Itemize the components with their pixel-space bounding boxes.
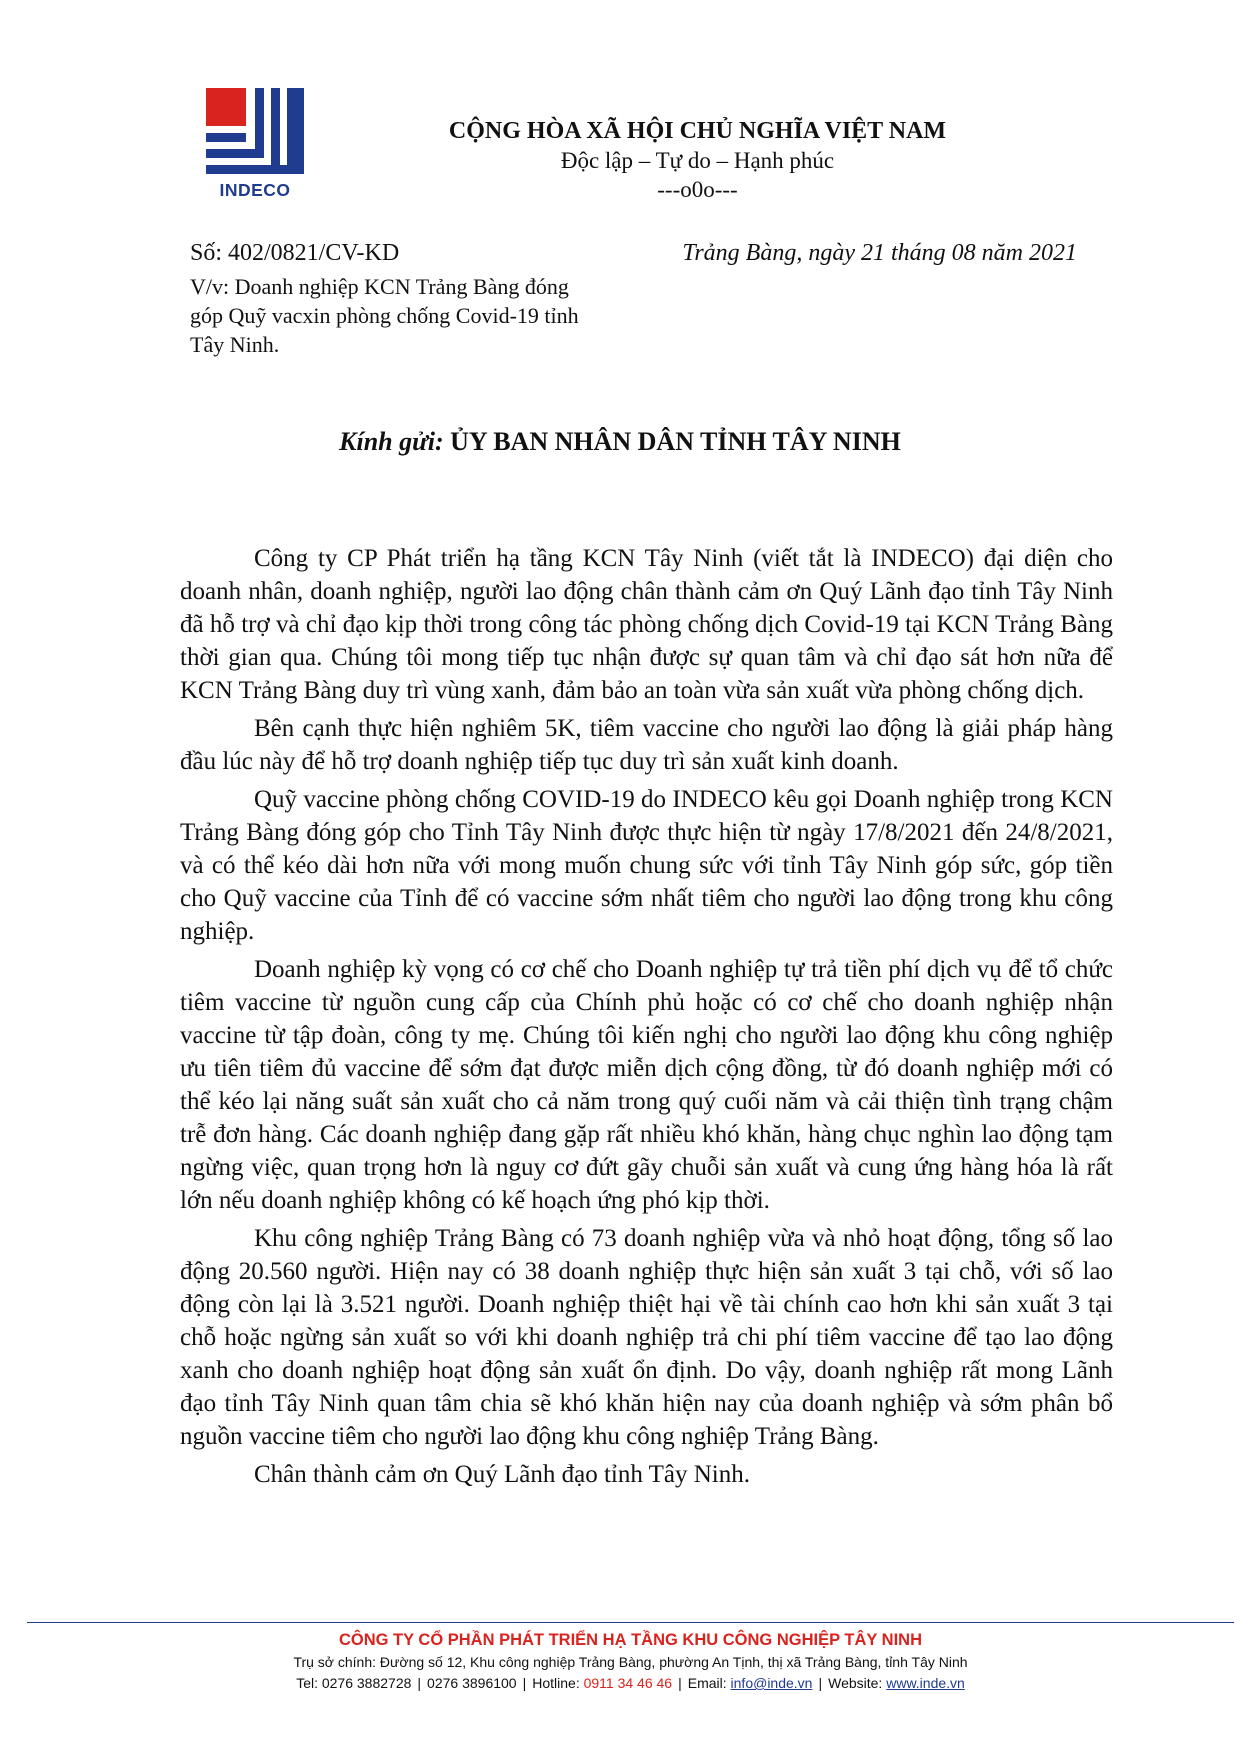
body-paragraph: Công ty CP Phát triển hạ tầng KCN Tây Ninh (viết tắt là INDECO) đại diện cho doanh nhân, doanh nghiệp, người lao động chân thành cảm ơn Quý Lãnh đạo tỉnh Tây Ninh đã hỗ trợ và chỉ đạo kịp thời trong công tác phòng chống dịch Covid-19 tại KCN Trảng Bàng thời gian qua. Chúng tôi mong tiếp tục nhận được sự quan tâm và chỉ đạo sát hơn nữa để KCN Trảng Bàng duy trì vùng xanh, đảm bảo an toàn vừa sản xuất vừa phòng chống dịch. [180, 545, 1113, 704]
page-footer [27, 1628, 1234, 1694]
heading-separator: ---o0o--- [657, 177, 738, 202]
nation-title: CỘNG HÒA XÃ HỘI CHỦ NGHĨA VIỆT NAM [448, 118, 947, 144]
closing-paragraph: Chân thành cảm ơn Quý Lãnh đạo tỉnh Tây Ninh. [254, 1461, 750, 1488]
footer-email-label: Email: [687, 1675, 727, 1691]
company-logo [206, 88, 304, 206]
footer-tel: Tel: 0276 3882728 [296, 1675, 412, 1691]
place-date: Trảng Bàng, ngày 21 tháng 08 năm 2021 [682, 240, 1077, 266]
footer-website-link[interactable]: www.inde.vn [886, 1675, 965, 1691]
footer-email-link[interactable]: info@inde.vn [730, 1675, 813, 1691]
footer-website-label: Website: [828, 1675, 883, 1691]
footer-address: Trụ sở chính: Đường số 12, Khu công nghiệp Trảng Bàng, phường An Tịnh, thị xã Trảng Bàng, tỉnh Tây Ninh [293, 1654, 968, 1670]
recipient-label: Kính gửi: [339, 427, 444, 456]
national-heading [320, 116, 1075, 204]
document-subject [190, 272, 650, 359]
indeco-logo-icon [206, 88, 304, 176]
body-paragraph: Bên cạnh thực hiện nghiêm 5K, tiêm vaccine cho người lao động là giải pháp hàng đầu lúc này để hỗ trợ doanh nghiệp tiếp tục duy trì sản xuất kinh doanh. [180, 715, 1113, 775]
letter-body [180, 542, 1113, 1496]
footer-separator: | [417, 1675, 422, 1691]
logo-text: INDECO [219, 180, 291, 200]
subject-line: V/v: Doanh nghiệp KCN Trảng Bàng đóng [190, 274, 569, 299]
footer-contacts [27, 1673, 1234, 1694]
subject-line: góp Quỹ vacxin phòng chống Covid-19 tỉnh [190, 303, 579, 328]
footer-hotline-label: Hotline: [532, 1675, 580, 1691]
document-number: Số: 402/0821/CV-KD [190, 240, 400, 266]
footer-separator: | [522, 1675, 527, 1691]
subject-line: Tây Ninh. [190, 332, 280, 357]
footer-hotline[interactable]: 0911 34 46 46 [583, 1675, 673, 1691]
footer-separator: | [818, 1675, 823, 1691]
nation-motto: Độc lập – Tự do – Hạnh phúc [560, 148, 835, 173]
footer-divider [27, 1622, 1234, 1623]
footer-tel2: 0276 3896100 [427, 1675, 517, 1691]
body-paragraph: Quỹ vaccine phòng chống COVID-19 do INDECO kêu gọi Doanh nghiệp trong KCN Trảng Bàng đóng góp cho Tỉnh Tây Ninh được thực hiện từ ngày 17/8/2021 đến 24/8/2021, và có thể kéo dài hơn nữa với mong muốn chung sức với tỉnh Tây Ninh góp sức, góp tiền cho Quỹ vaccine của Tỉnh để có vaccine sớm nhất tiêm cho người lao động trong khu công nghiệp. [180, 786, 1113, 945]
recipient-line [180, 425, 1060, 459]
body-paragraph: Doanh nghiệp kỳ vọng có cơ chế cho Doanh nghiệp tự trả tiền phí dịch vụ để tổ chức tiêm vaccine từ nguồn cung cấp của Chính phủ hoặc có cơ chế cho doanh nghiệp nhận vaccine từ tập đoàn, công ty mẹ. Chúng tôi kiến nghị cho người lao động khu công nghiệp ưu tiên tiêm đủ vaccine để sớm đạt được miễn dịch cộng đồng, từ đó doanh nghiệp mới có thể kéo lại năng suất sản xuất cho cả năm trong quý cuối năm và cải thiện tình trạng chậm trễ đơn hàng. Các doanh nghiệp đang gặp rất nhiều khó khăn, hàng chục nghìn lao động tạm ngừng việc, quan trọng hơn là nguy cơ đứt gãy chuỗi sản xuất và cung ứng hàng hóa là rất lớn nếu doanh nghiệp không có kế hoạch ứng phó kịp thời. [180, 956, 1113, 1214]
recipient-name: ỦY BAN NHÂN DÂN TỈNH TÂY NINH [450, 427, 901, 456]
footer-company-name: CÔNG TY CỔ PHẦN PHÁT TRIỂN HẠ TẦNG KHU CÔNG NGHIỆP TÂY NINH [338, 1631, 923, 1649]
body-paragraph: Khu công nghiệp Trảng Bàng có 73 doanh nghiệp vừa và nhỏ hoạt động, tổng số lao động 20.560 người. Hiện nay có 38 doanh nghiệp thực hiện sản xuất 3 tại chỗ, với số lao động còn lại là 3.521 người. Doanh nghiệp thiệt hại về tài chính cao hơn khi sản xuất 3 tại chỗ hoặc ngừng sản xuất so với khi doanh nghiệp trả chi phí tiêm vaccine để tạo lao động xanh cho doanh nghiệp hoạt động sản xuất ổn định. Do vậy, doanh nghiệp rất mong Lãnh đạo tỉnh Tây Ninh quan tâm chia sẽ khó khăn hiện nay của doanh nghiệp và sớm phân bổ nguồn vaccine tiêm cho người lao động khu công nghiệp Trảng Bàng. [180, 1225, 1113, 1450]
footer-separator: | [678, 1675, 682, 1691]
